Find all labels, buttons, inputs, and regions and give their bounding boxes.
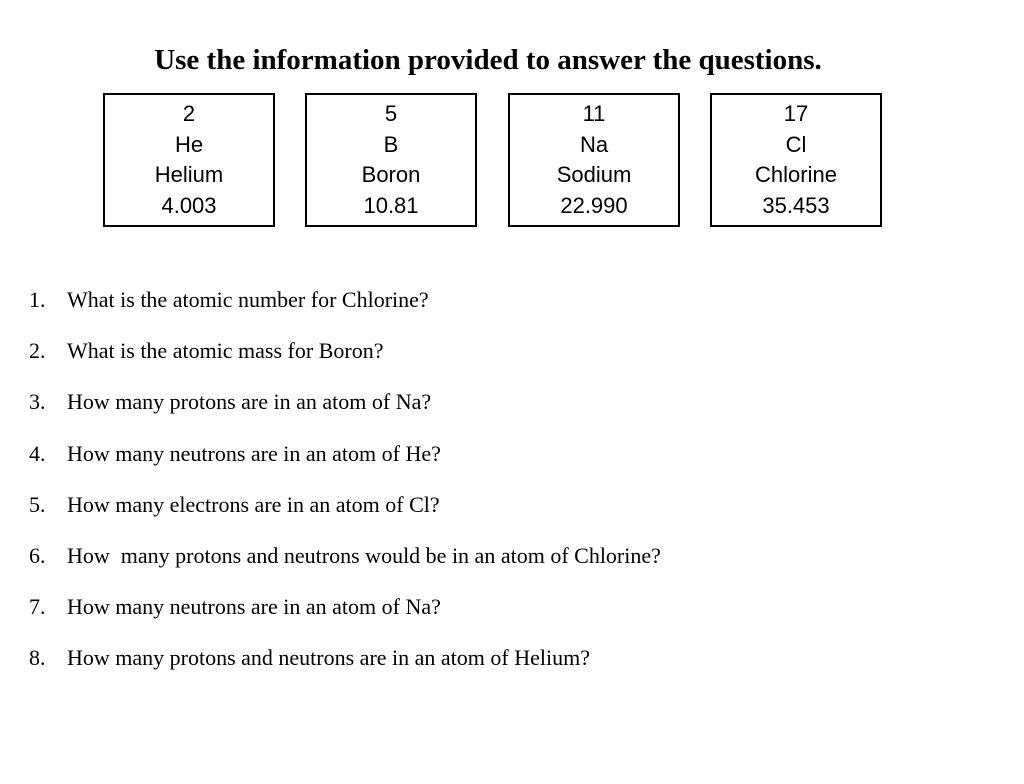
page-title: Use the information provided to answer the questions. — [154, 44, 822, 76]
question-number: 2. — [29, 338, 46, 364]
atomic-number: 11 — [582, 101, 606, 126]
question-number: 4. — [29, 440, 46, 466]
question-text: How many protons and neutrons are in an atom of Helium? — [67, 645, 590, 671]
element-name: Chlorine — [755, 162, 837, 187]
element-name: Sodium — [556, 162, 632, 187]
question-item — [0, 282, 1000, 333]
question-item — [0, 589, 1000, 640]
atomic-mass: 10.81 — [363, 192, 419, 218]
question-item — [0, 538, 1000, 589]
atomic-mass: 4.003 — [161, 192, 217, 218]
element-tile-helium — [103, 93, 275, 227]
question-text: How many neutrons are in an atom of He? — [67, 440, 441, 466]
question-text: How many neutrons are in an atom of Na? — [67, 594, 441, 620]
question-text: What is the atomic mass for Boron? — [67, 338, 384, 364]
element-symbol: Cl — [785, 131, 807, 157]
question-item — [0, 640, 1000, 691]
question-text: What is the atomic number for Chlorine? — [67, 287, 429, 312]
element-tile-chlorine — [710, 93, 882, 227]
atomic-mass: 22.990 — [560, 192, 628, 218]
atomic-mass: 35.453 — [762, 192, 830, 218]
question-number: 5. — [29, 491, 46, 517]
question-number: 7. — [29, 594, 46, 620]
question-item — [0, 436, 1000, 487]
question-item — [0, 333, 1000, 384]
question-number: 3. — [29, 389, 46, 415]
element-name: Boron — [361, 162, 421, 187]
element-symbol: Na — [579, 131, 609, 157]
question-number: 1. — [29, 287, 46, 312]
question-number: 6. — [29, 542, 46, 568]
question-number: 8. — [29, 645, 46, 671]
question-item — [0, 487, 1000, 538]
element-tile-boron — [305, 93, 477, 227]
atomic-number: 17 — [783, 101, 809, 126]
element-symbol: B — [383, 131, 399, 157]
question-list — [0, 282, 1000, 692]
question-item — [0, 384, 1000, 435]
element-name: Helium — [154, 162, 224, 187]
atomic-number: 2 — [182, 101, 196, 126]
question-text: How many protons and neutrons would be in an atom of Chlorine? — [67, 542, 661, 568]
question-text: How many protons are in an atom of Na? — [67, 389, 432, 415]
atomic-number: 5 — [384, 101, 398, 126]
element-tile-sodium — [508, 93, 680, 227]
question-text: How many electrons are in an atom of Cl? — [67, 491, 440, 517]
element-symbol: He — [174, 131, 204, 157]
